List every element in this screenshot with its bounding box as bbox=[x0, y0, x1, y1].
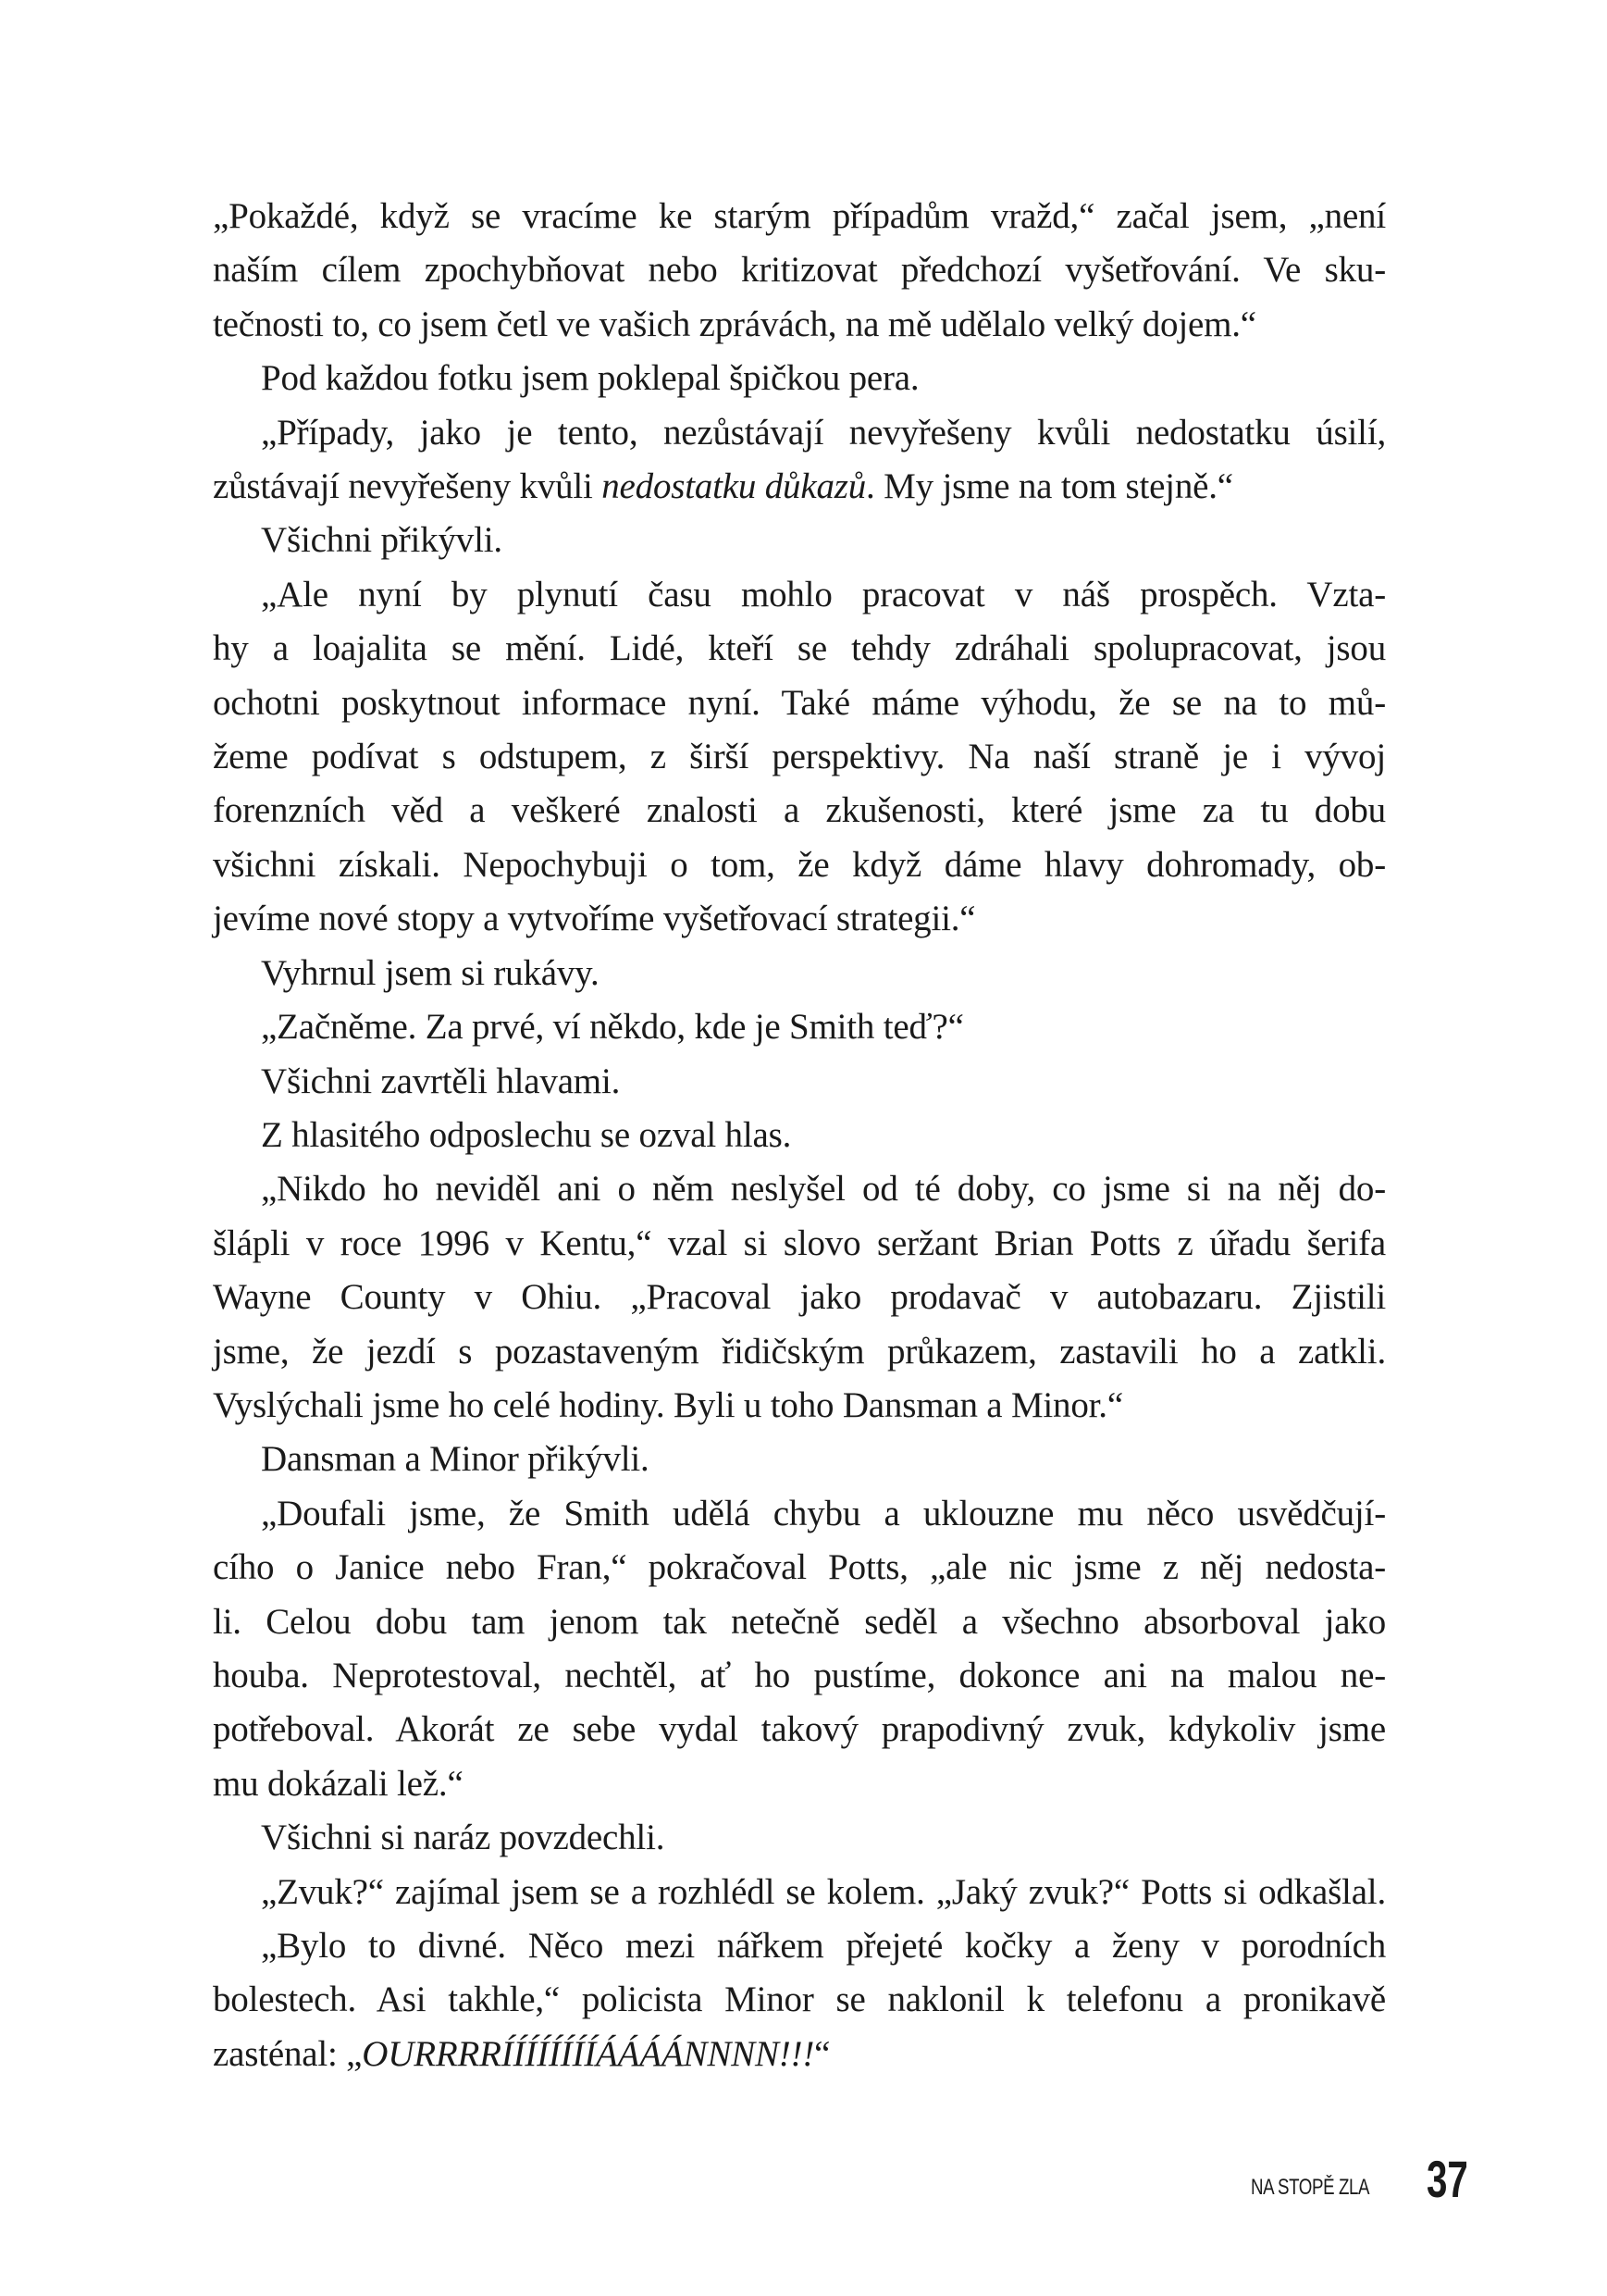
text-line: potřeboval. Akorát ze sebe vydal takový prapodivný zvuk, kdykoliv jsme bbox=[213, 1709, 1386, 1750]
text-line: Wayne County v Ohiu. „Pracoval jako prodavač v autobazaru. Zjistili bbox=[213, 1277, 1386, 1318]
text-line: bolestech. Asi takhle,“ policista Minor se naklonil k telefonu a pronikavě bbox=[213, 1980, 1386, 2020]
text-line: „Zvuk?“ zajímal jsem se a rozhlédl se kolem. „Jaký zvuk?“ Potts si odkašlal. bbox=[261, 1871, 1386, 1912]
text-line: žeme podívat s odstupem, z širší perspektivy. Na naší straně je i vývoj bbox=[213, 737, 1386, 777]
text-line: mu dokázali lež.“ bbox=[213, 1763, 464, 1804]
text-line: forenzních věd a veškeré znalosti a zkušenosti, které jsme za tu dobu bbox=[213, 790, 1386, 831]
text-line bbox=[213, 2028, 1386, 2081]
text-run: “ bbox=[814, 2033, 831, 2074]
running-title: NA STOPĚ ZLA bbox=[1251, 2175, 1370, 2200]
emphasis-text: nedostatku důkazů bbox=[601, 466, 867, 507]
text-line: naším cílem zpochybňovat nebo kritizovat předchozí vyšetřování. Ve sku- bbox=[213, 250, 1386, 291]
text-line: Z hlasitého odposlechu se ozval hlas. bbox=[261, 1114, 792, 1155]
text-line: šlápli v roce 1996 v Kentu,“ vzal si slovo seržant Brian Potts z úřadu šerifa bbox=[213, 1222, 1386, 1263]
text-line: ochotni poskytnout informace nyní. Také máme výhodu, že se na to mů- bbox=[213, 682, 1386, 723]
text-line: Dansman a Minor přikývli. bbox=[261, 1439, 649, 1480]
emphasis-text: OURRRRÍÍÍÍÍÍÍÍÁÁÁÁNNNN!!! bbox=[362, 2033, 815, 2074]
text-line: „Případy, jako je tento, nezůstávají nevyřešeny kvůli nedostatku úsilí, bbox=[261, 412, 1386, 453]
text-line: jsme, že jezdí s pozastaveným řidičským průkazem, zastavili ho a zatkli. bbox=[213, 1331, 1386, 1371]
text-line: cího o Janice nebo Fran,“ pokračoval Potts, „ale nic jsme z něj nedosta- bbox=[213, 1547, 1386, 1588]
page-number: 37 bbox=[1427, 2150, 1468, 2208]
page-footer bbox=[1203, 2149, 1480, 2214]
text-line: „Doufali jsme, že Smith udělá chybu a uklouzne mu něco usvědčují- bbox=[261, 1493, 1386, 1533]
text-line: Všichni přikývli. bbox=[261, 520, 502, 561]
text-run: zasténal: „ bbox=[213, 2033, 363, 2074]
text-line: hy a loajalita se mění. Lidé, kteří se tehdy zdráhali spolupracovat, jsou bbox=[213, 628, 1386, 669]
text-line bbox=[213, 460, 1386, 514]
page-body bbox=[213, 190, 1386, 2081]
text-line: „Nikdo ho neviděl ani o něm neslyšel od té doby, co jsme si na něj do- bbox=[261, 1169, 1386, 1210]
text-line: Všichni si naráz povzdechli. bbox=[261, 1818, 665, 1858]
text-line: Vyhrnul jsem si rukávy. bbox=[261, 952, 600, 993]
text-line: „Ale nyní by plynutí času mohlo pracovat v náš prospěch. Vzta- bbox=[261, 574, 1386, 614]
text-line: „Bylo to divné. Něco mezi nářkem přejeté kočky a ženy v porodních bbox=[261, 1926, 1386, 1966]
text-line: li. Celou dobu tam jenom tak netečně seděl a všechno absorboval jako bbox=[213, 1601, 1386, 1642]
text-line: jevíme nové stopy a vytvoříme vyšetřovací strategii.“ bbox=[213, 899, 976, 939]
text-run: . My jsme na tom stejně.“ bbox=[866, 466, 1233, 507]
text-run: zůstávají nevyřešeny kvůli bbox=[213, 466, 602, 507]
text-line: „Pokaždé, když se vracíme ke starým případům vražd,“ začal jsem, „není bbox=[213, 196, 1386, 236]
text-line: houba. Neprotestoval, nechtěl, ať ho pustíme, dokonce ani na malou ne- bbox=[213, 1655, 1386, 1695]
text-line: Pod každou fotku jsem poklepal špičkou pera. bbox=[261, 358, 920, 399]
text-line: Vyslýchali jsme ho celé hodiny. Byli u toho Dansman a Minor.“ bbox=[213, 1384, 1123, 1425]
text-line: Všichni zavrtěli hlavami. bbox=[261, 1061, 621, 1101]
text-line: „Začněme. Za prvé, ví někdo, kde je Smith teď?“ bbox=[261, 1007, 964, 1048]
text-line: všichni získali. Nepochybuji o tom, že když dáme hlavy dohromady, ob- bbox=[213, 844, 1386, 885]
text-line: tečnosti to, co jsem četl ve vašich zprávách, na mě udělalo velký dojem.“ bbox=[213, 304, 1256, 344]
